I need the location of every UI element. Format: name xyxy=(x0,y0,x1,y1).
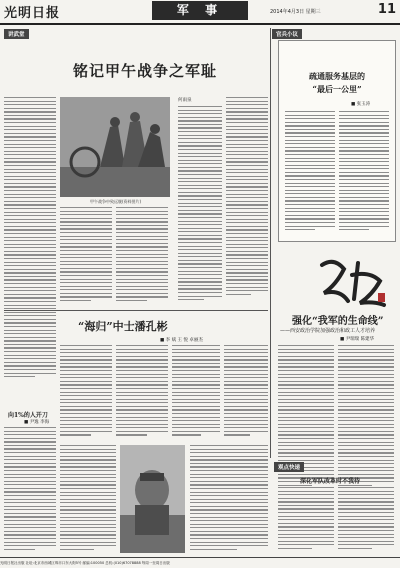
column-divider xyxy=(270,28,271,458)
feature-text-col-1 xyxy=(278,345,334,495)
commentary-text-col-2 xyxy=(339,111,389,236)
opinion-text-col-1 xyxy=(278,487,334,553)
newspaper-logo: 光明日报 xyxy=(4,6,61,21)
issue-date: 2014年4月3日 星期三 xyxy=(270,9,321,15)
calligraphy-artwork xyxy=(314,255,390,310)
section-title: 军 事 xyxy=(152,1,248,20)
middle-text-col-5 xyxy=(60,445,116,553)
lead-text-col-1 xyxy=(4,97,56,397)
lead-byline: 何雨泉 xyxy=(178,98,192,103)
small-piece-byline: ■ 尹逸 李海 xyxy=(24,420,50,425)
section-rule xyxy=(4,310,268,311)
feature-subtitle: ——西安政治学院加强政治和政工人才培养 xyxy=(280,328,376,334)
commentary-title-line1: 疏通服务基层的 xyxy=(309,71,365,81)
masthead xyxy=(0,0,400,25)
page-number: 11 xyxy=(377,2,396,17)
soldier-photo xyxy=(120,445,185,553)
commentary-text-col-1 xyxy=(285,111,335,236)
lead-text-col-3 xyxy=(116,207,168,302)
opinion-title: 深化军队改革时不我待 xyxy=(300,478,361,485)
lead-photo xyxy=(60,97,170,197)
opinion-label: 观点快递 xyxy=(274,462,304,472)
column-label-left: 讲武堂 xyxy=(4,29,29,39)
middle-byline: ■ 李 斌 王 悦 卓丽杰 xyxy=(160,338,203,343)
feature-text-col-2 xyxy=(338,345,394,495)
lead-text-col-4 xyxy=(178,106,222,301)
commentary-box xyxy=(278,40,396,242)
lead-headline: 铭记甲午战争之军耻 xyxy=(72,62,217,80)
middle-text-col-6 xyxy=(190,445,268,553)
footer-strip: 光明日报社出版 社址:北京市西城区珠市口东大街5号 邮编:100050 总机:(010)67078888 每周一至周日出版 xyxy=(0,557,400,568)
middle-text-col-2 xyxy=(116,345,168,440)
middle-text-col-4 xyxy=(224,345,268,440)
commentary-author: ■ 张玉涛 xyxy=(351,102,371,107)
soldier-image xyxy=(120,445,185,553)
commentary-title-line2: “最后一公里” xyxy=(312,84,362,94)
lead-text-col-5 xyxy=(226,97,268,301)
middle-text-col-1 xyxy=(60,345,112,440)
small-piece-title: 向1%的人开刀 xyxy=(8,412,48,419)
middle-text-col-3 xyxy=(172,345,220,440)
small-piece-text xyxy=(4,427,56,553)
feature-byline: ■ 尹瑞瑞 陈建华 xyxy=(340,337,375,342)
middle-headline: “海归”中士潘孔彬 xyxy=(78,320,168,333)
column-label-right: 官兵小议 xyxy=(272,29,302,39)
lead-photo-caption: 甲午战争中致远舰(资料图片) xyxy=(90,199,142,204)
feature-headline: 强化“我军的生命线” xyxy=(292,316,384,327)
monument-image xyxy=(60,97,170,197)
opinion-text-col-2 xyxy=(338,487,394,553)
lead-text-col-2 xyxy=(60,207,112,302)
